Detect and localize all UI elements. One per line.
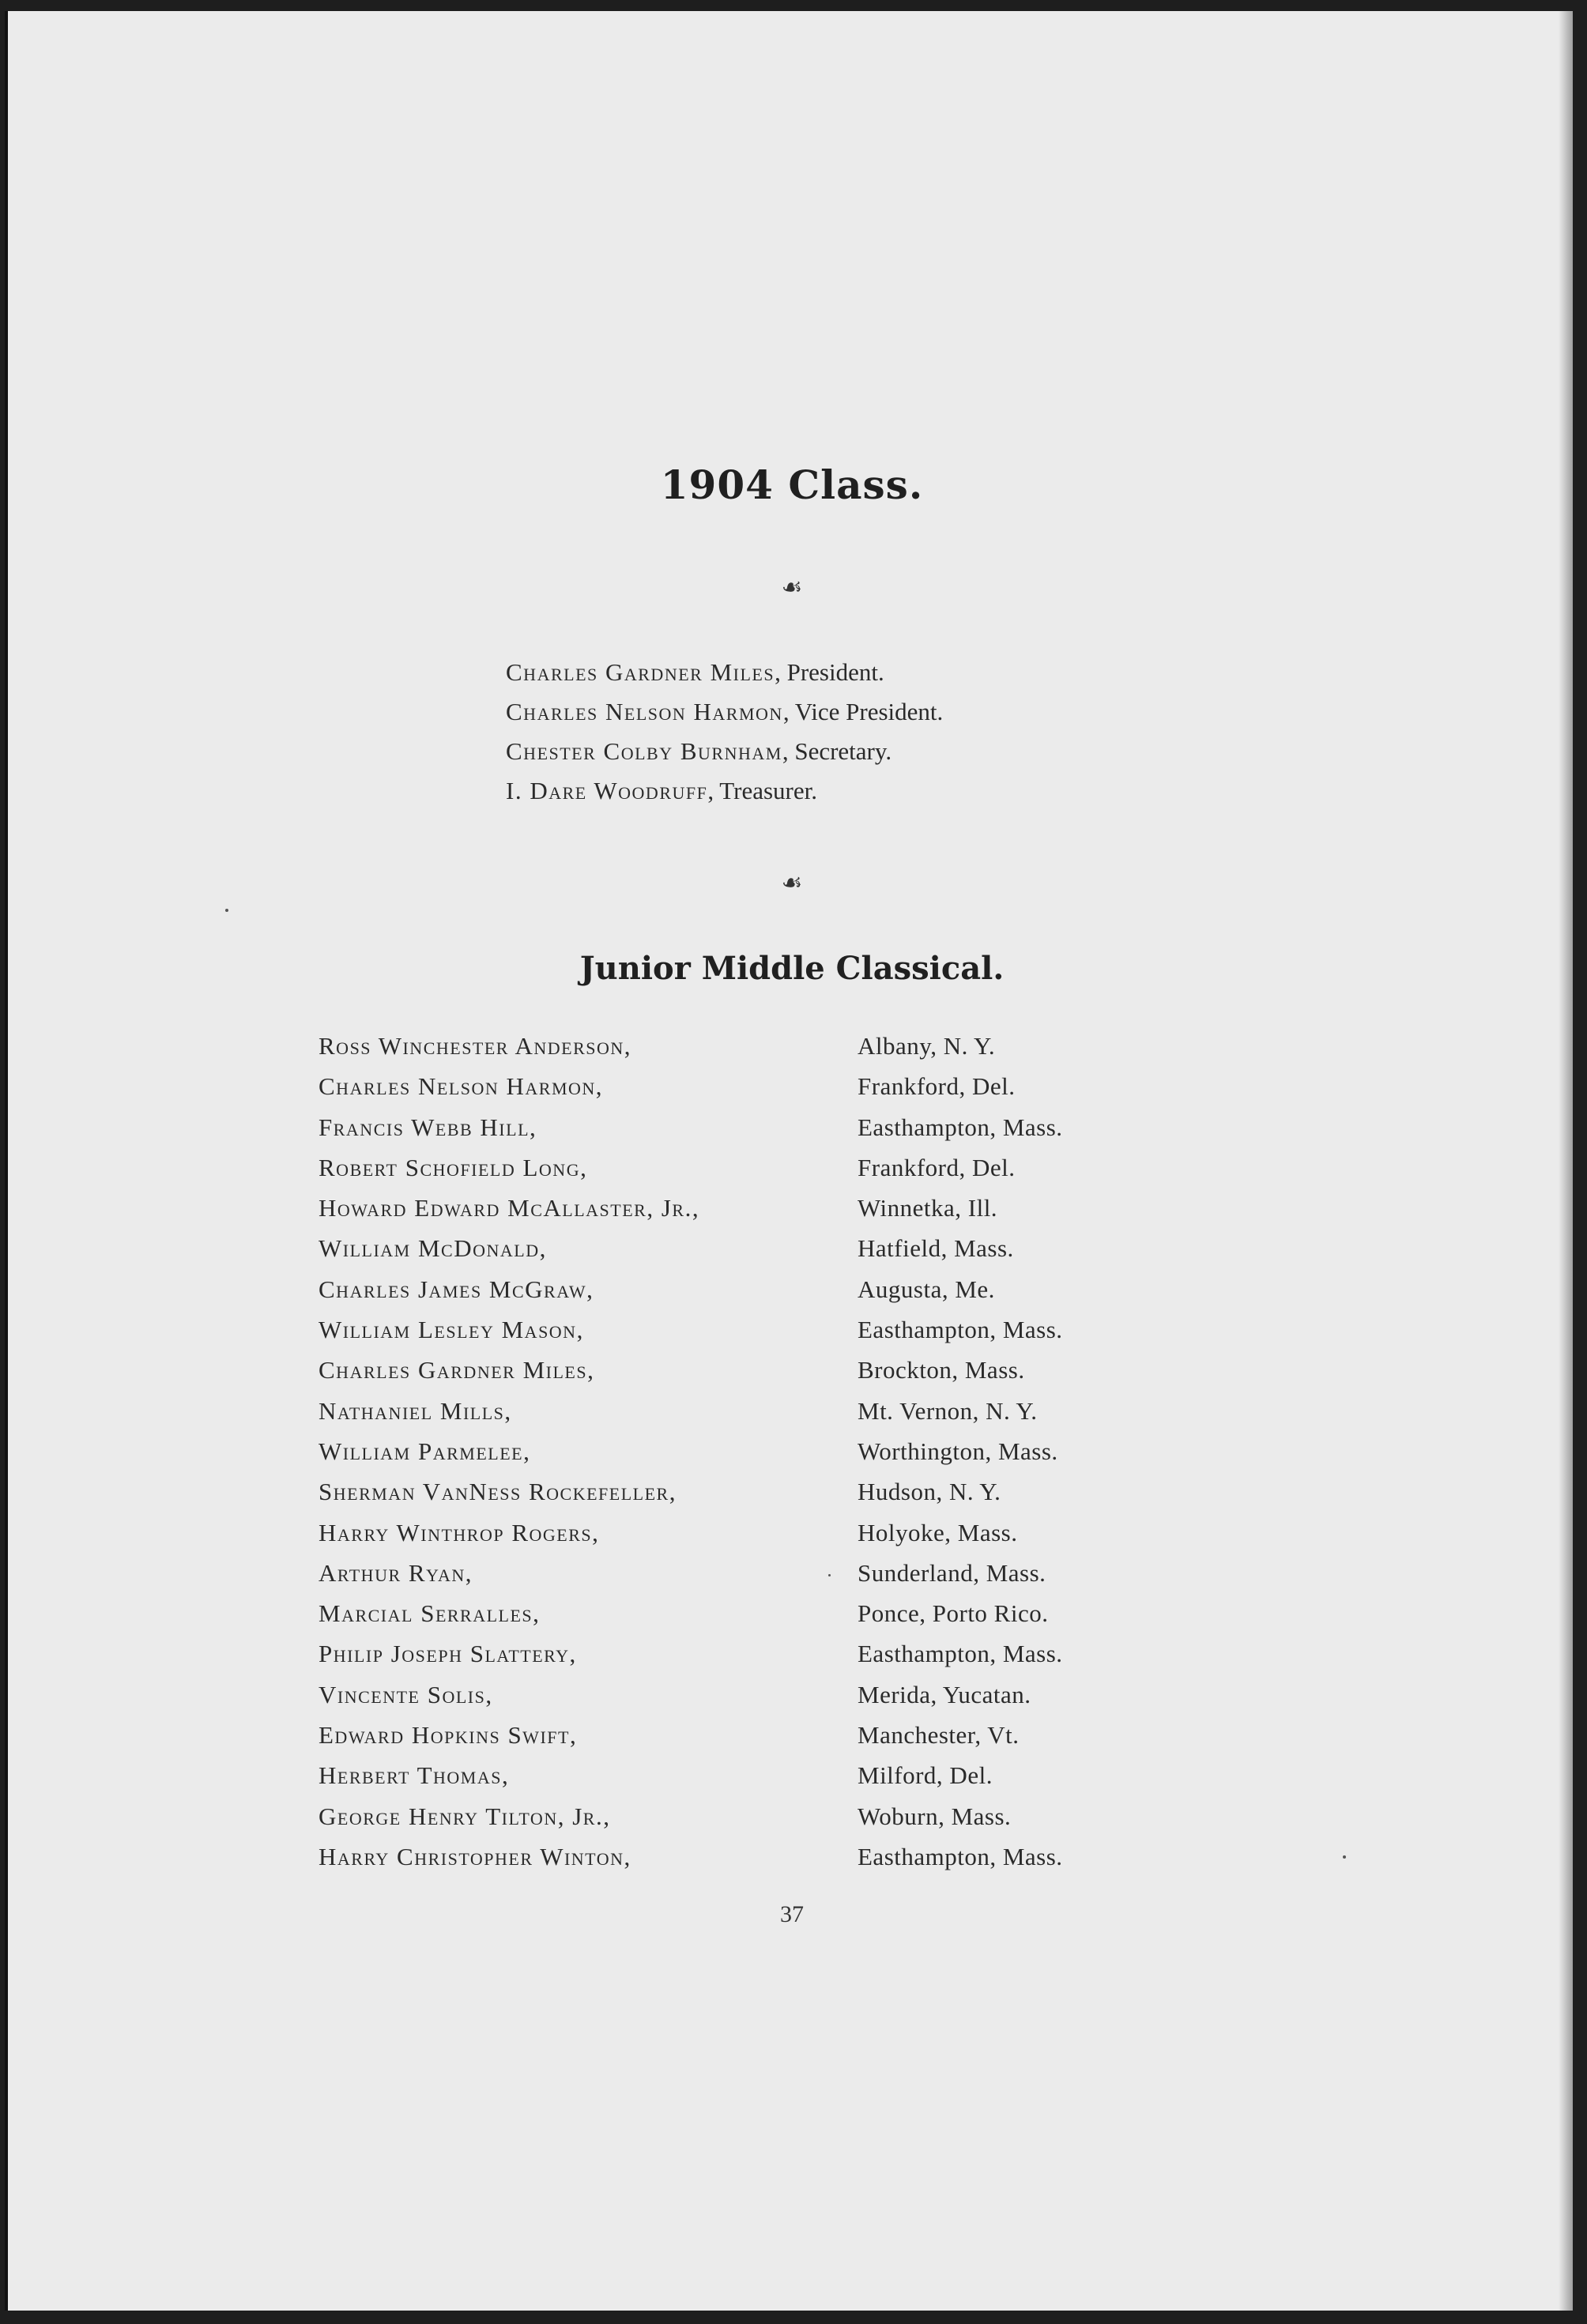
student-name: Howard Edward McAllaster, Jr., [319, 1194, 700, 1222]
officer-secretary [506, 732, 943, 771]
student-hometown: Easthampton, Mass. [858, 1113, 1063, 1141]
student-hometown: Frankford, Del. [858, 1153, 1016, 1181]
officer-role: , President. [775, 658, 884, 686]
student-name: Francis Webb Hill, [319, 1113, 537, 1141]
student-hometown: Sunderland, Mass. [858, 1558, 1046, 1587]
student-hometown: Brockton, Mass. [858, 1356, 1025, 1384]
student-hometown: Augusta, Me. [858, 1275, 995, 1303]
roster-row [319, 1188, 1148, 1228]
student-name: Vincente Solis, [319, 1680, 493, 1708]
fleuron-ornament-top: ☙ [781, 574, 803, 601]
officer-role: , Secretary. [782, 737, 892, 765]
roster-row [319, 1228, 1148, 1268]
page-edge-shadow [1559, 11, 1573, 2311]
roster-row [319, 1350, 1148, 1390]
roster-row [319, 1309, 1148, 1350]
student-name: George Henry Tilton, Jr., [319, 1802, 611, 1830]
student-hometown: Hatfield, Mass. [858, 1234, 1014, 1263]
student-name: Edward Hopkins Swift, [319, 1721, 578, 1750]
student-name: Marcial Serralles, [319, 1599, 541, 1628]
student-hometown: Holyoke, Mass. [858, 1518, 1018, 1546]
paper-speck [828, 1574, 831, 1576]
student-name: Ross Winchester Anderson, [319, 1032, 632, 1060]
student-name: William Lesley Mason, [319, 1316, 584, 1344]
paper-speck [225, 909, 228, 912]
student-name: Nathaniel Mills, [319, 1396, 512, 1425]
student-name: Philip Joseph Slattery, [319, 1640, 577, 1668]
roster-row [319, 1471, 1148, 1512]
fleuron-ornament-middle: ☙ [781, 869, 803, 897]
student-hometown: Easthampton, Mass. [858, 1640, 1063, 1668]
officer-name: Chester Colby Burnham [506, 737, 782, 765]
student-name: Charles Gardner Miles, [319, 1356, 595, 1384]
student-name: Charles James McGraw, [319, 1275, 594, 1303]
roster-row [319, 1391, 1148, 1431]
officer-name: I. Dare Woodruff [506, 777, 708, 804]
officer-name: Charles Gardner Miles [506, 658, 775, 686]
student-hometown: Woburn, Mass. [858, 1802, 1012, 1830]
student-hometown: Milford, Del. [858, 1761, 993, 1790]
officer-president [506, 653, 943, 692]
roster-row [319, 1066, 1148, 1106]
roster-row [319, 1715, 1148, 1755]
student-name: William Parmelee, [319, 1437, 531, 1465]
roster-row [319, 1512, 1148, 1553]
student-name: Herbert Thomas, [319, 1761, 510, 1790]
officer-role: , Vice President. [782, 698, 944, 725]
student-hometown: Ponce, Porto Rico. [858, 1599, 1049, 1628]
student-name: Robert Schofield Long, [319, 1153, 588, 1181]
student-name: Harry Winthrop Rogers, [319, 1518, 600, 1546]
officer-name: Charles Nelson Harmon [506, 698, 783, 725]
student-name: Arthur Ryan, [319, 1558, 473, 1587]
roster-row [319, 1147, 1148, 1188]
officer-vice-president [506, 692, 943, 732]
roster-row [319, 1674, 1148, 1715]
officers-list [506, 653, 943, 811]
student-hometown: Frankford, Del. [858, 1072, 1016, 1101]
officer-role: , Treasurer. [707, 777, 817, 804]
roster-row [319, 1026, 1148, 1066]
student-name: William McDonald, [319, 1234, 547, 1263]
student-hometown: Easthampton, Mass. [858, 1316, 1063, 1344]
paper-speck [1343, 1855, 1346, 1859]
student-name: Charles Nelson Harmon, [319, 1072, 604, 1101]
student-hometown: Winnetka, Ill. [858, 1194, 998, 1222]
officer-treasurer [506, 771, 943, 811]
roster-row [319, 1633, 1148, 1674]
roster-row [319, 1836, 1148, 1877]
section-title: Junior Middle Classical. [579, 950, 1005, 987]
student-hometown: Mt. Vernon, N. Y. [858, 1396, 1038, 1425]
student-hometown: Merida, Yucatan. [858, 1680, 1031, 1708]
roster-row [319, 1755, 1148, 1795]
student-name: Sherman VanNess Rockefeller, [319, 1478, 677, 1506]
roster-row [319, 1269, 1148, 1309]
roster-row [319, 1796, 1148, 1836]
student-hometown: Hudson, N. Y. [858, 1478, 1001, 1506]
student-hometown: Easthampton, Mass. [858, 1842, 1063, 1870]
student-roster [319, 1026, 1148, 1877]
class-title: 1904 Class. [660, 461, 924, 508]
book-page [5, 11, 1573, 2311]
page-number: 37 [780, 1901, 804, 1927]
student-hometown: Albany, N. Y. [858, 1032, 996, 1060]
student-name: Harry Christopher Winton, [319, 1842, 631, 1870]
student-hometown: Worthington, Mass. [858, 1437, 1058, 1465]
roster-row [319, 1553, 1148, 1593]
roster-row [319, 1431, 1148, 1471]
roster-row [319, 1593, 1148, 1633]
student-hometown: Manchester, Vt. [858, 1721, 1020, 1750]
roster-row [319, 1107, 1148, 1147]
